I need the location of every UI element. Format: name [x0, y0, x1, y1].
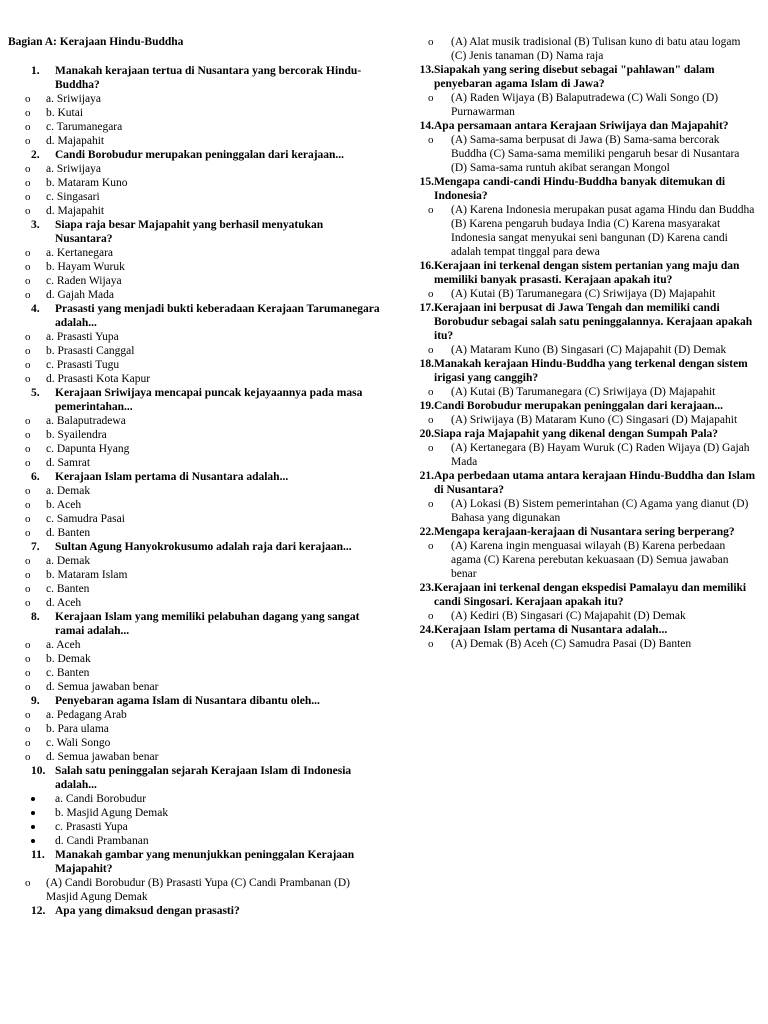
question-12 — [0, 904, 380, 918]
question-number: 13. — [419, 64, 434, 76]
answer-list — [0, 792, 380, 848]
question-13 — [404, 63, 756, 91]
circle-bullet-icon: o — [25, 275, 31, 287]
circle-bullet-icon: o — [25, 163, 31, 175]
option: b. Masjid Agung Demak — [0, 806, 380, 820]
circle-bullet-icon: o — [25, 359, 31, 371]
question-number: 1. — [31, 65, 40, 77]
question-number: 4. — [31, 303, 40, 315]
option: o a. Sriwijaya — [25, 163, 101, 175]
question-20 — [404, 427, 756, 441]
question-text: Candi Borobudur merupakan peninggalan dari kerajaan... — [434, 400, 724, 412]
question-1 — [0, 64, 380, 92]
dot-bullet-icon — [31, 839, 35, 843]
option: o b. Para ulama — [25, 723, 109, 735]
option: o b. Mataram Kuno — [25, 177, 128, 189]
question-22 — [404, 525, 756, 539]
question-text: Candi Borobudur merupakan peninggalan dari kerajaan... — [55, 149, 345, 161]
option: o a. Pedagang Arab — [25, 709, 127, 721]
question-6 — [0, 470, 380, 484]
question-text: Manakah kerajaan Hindu-Buddha yang terkenal dengan sistem irigasi yang canggih? — [434, 358, 748, 384]
circle-bullet-icon: o — [25, 709, 31, 721]
circle-bullet-icon: o — [428, 92, 434, 104]
option: o a. Aceh — [25, 639, 81, 651]
option: o d. Majapahit — [25, 135, 105, 147]
circle-bullet-icon: o — [428, 540, 434, 552]
question-text: Apa yang dimaksud dengan prasasti? — [55, 905, 240, 917]
option: o a. Demak — [25, 555, 91, 567]
question-number: 18. — [419, 358, 434, 370]
circle-bullet-icon: o — [428, 344, 434, 356]
question-text: Kerajaan Islam yang memiliki pelabuhan dagang yang sangat ramai adalah... — [55, 611, 360, 637]
circle-bullet-icon: o — [25, 261, 31, 273]
question-text: Manakah kerajaan tertua di Nusantara yang bercorak Hindu-Buddha? — [55, 65, 362, 91]
question-number: 5. — [31, 387, 40, 399]
option: o c. Wali Songo — [25, 737, 111, 749]
question-number: 8. — [31, 611, 40, 623]
option: o (A) Kertanegara (B) Hayam Wuruk (C) Raden Wijaya (D) Gajah Mada — [428, 442, 750, 468]
question-text: Mengapa kerajaan-kerajaan di Nusantara sering berperang? — [434, 526, 735, 538]
question-number: 16. — [419, 260, 434, 272]
question-text: Apa persamaan antara Kerajaan Sriwijaya dan Majapahit? — [434, 120, 729, 132]
question-number: 7. — [31, 541, 40, 553]
circle-bullet-icon: o — [25, 373, 31, 385]
dot-bullet-icon — [31, 825, 35, 829]
circle-bullet-icon: o — [428, 36, 434, 48]
option: o a. Balaputradewa — [25, 415, 126, 427]
question-7 — [0, 540, 380, 554]
question-number: 3. — [31, 219, 40, 231]
dot-bullet-icon — [31, 797, 35, 801]
question-text: Sultan Agung Hanyokrokusumo adalah raja dari kerajaan... — [55, 541, 352, 553]
question-number: 9. — [31, 695, 40, 707]
option: o (A) Mataram Kuno (B) Singasari (C) Majapahit (D) Demak — [428, 344, 727, 356]
circle-bullet-icon: o — [428, 204, 434, 216]
question-text: Prasasti yang menjadi bukti keberadaan Kerajaan Tarumanegara adalah... — [55, 303, 380, 329]
circle-bullet-icon: o — [25, 723, 31, 735]
option: o b. Kutai — [25, 107, 84, 119]
option: o a. Prasasti Yupa — [25, 331, 119, 343]
question-number: 6. — [31, 471, 40, 483]
question-text: Mengapa candi-candi Hindu-Buddha banyak ditemukan di Indonesia? — [434, 176, 726, 202]
option: o b. Demak — [25, 653, 91, 665]
circle-bullet-icon: o — [25, 205, 31, 217]
circle-bullet-icon: o — [25, 499, 31, 511]
question-text: Siapakah yang sering disebut sebagai "pahlawan" dalam penyebaran agama Islam di Jawa? — [434, 64, 715, 90]
question-text: Siapa raja besar Majapahit yang berhasil menyatukan Nusantara? — [55, 219, 324, 245]
circle-bullet-icon: o — [25, 289, 31, 301]
question-15 — [404, 175, 756, 203]
circle-bullet-icon: o — [25, 135, 31, 147]
question-14 — [404, 119, 756, 133]
question-23 — [404, 581, 756, 609]
question-number: 24. — [419, 624, 434, 636]
option: o c. Raden Wijaya — [25, 275, 122, 287]
question-text: Kerajaan Islam pertama di Nusantara adalah... — [434, 624, 668, 636]
circle-bullet-icon: o — [25, 583, 31, 595]
option: o (A) Kediri (B) Singasari (C) Majapahit (D) Demak — [428, 610, 686, 622]
circle-bullet-icon: o — [25, 191, 31, 203]
option: o (A) Raden Wijaya (B) Balaputradewa (C) Wali Songo (D) Purnawarman — [428, 92, 719, 118]
option: o a. Kertanegara — [25, 247, 114, 259]
question-text: Manakah gambar yang menunjukkan peninggalan Kerajaan Majapahit? — [55, 849, 355, 875]
option: o c. Banten — [25, 583, 90, 595]
question-text: Siapa raja Majapahit yang dikenal dengan Sumpah Pala? — [434, 428, 719, 440]
question-11 — [0, 848, 380, 876]
circle-bullet-icon: o — [25, 429, 31, 441]
section-title: Bagian A: Kerajaan Hindu-Buddha — [8, 36, 184, 48]
question-text: Kerajaan ini terkenal dengan sistem pertanian yang maju dan memiliki banyak prasasti. Kerajaan apakah itu? — [434, 260, 740, 286]
circle-bullet-icon: o — [428, 414, 434, 426]
question-text: Kerajaan ini berpusat di Jawa Tengah dan memiliki candi Borobudur sebagai salah satu peninggalannya. Kerajaan apakah itu? — [434, 302, 753, 342]
circle-bullet-icon: o — [428, 442, 434, 454]
circle-bullet-icon: o — [25, 527, 31, 539]
option: o (A) Karena ingin menguasai wilayah (B) Karena perbedaan agama (C) Karena perebutan kekuasaan (D) Semua jawaban benar — [428, 540, 729, 580]
question-number: 11. — [31, 849, 45, 861]
question-8 — [0, 610, 380, 638]
option: o b. Aceh — [25, 499, 82, 511]
dot-bullet-icon — [31, 811, 35, 815]
question-5 — [0, 386, 380, 414]
circle-bullet-icon: o — [25, 331, 31, 343]
option: o (A) Alat musik tradisional (B) Tulisan kuno di batu atau logam (C) Jenis tanaman (D) Nama raja — [428, 36, 741, 62]
option: o c. Tarumanegara — [25, 121, 123, 133]
circle-bullet-icon: o — [25, 457, 31, 469]
question-number: 17. — [419, 302, 434, 314]
circle-bullet-icon: o — [428, 288, 434, 300]
question-17 — [404, 301, 756, 343]
question-text: Kerajaan Sriwijaya mencapai puncak kejayaannya pada masa pemerintahan... — [55, 387, 363, 413]
option: o d. Semua jawaban benar — [25, 751, 159, 763]
circle-bullet-icon: o — [25, 653, 31, 665]
circle-bullet-icon: o — [25, 681, 31, 693]
option: o (A) Candi Borobudur (B) Prasasti Yupa (C) Candi Prambanan (D) Masjid Agung Demak — [25, 877, 350, 903]
option: o c. Samudra Pasai — [25, 513, 125, 525]
question-number: 12. — [31, 905, 46, 917]
circle-bullet-icon: o — [428, 638, 434, 650]
option: c. Prasasti Yupa — [0, 820, 380, 834]
circle-bullet-icon: o — [25, 569, 31, 581]
option: o a. Sriwijaya — [25, 93, 101, 105]
circle-bullet-icon: o — [25, 555, 31, 567]
circle-bullet-icon: o — [25, 639, 31, 651]
circle-bullet-icon: o — [25, 121, 31, 133]
option: o c. Singasari — [25, 191, 100, 203]
circle-bullet-icon: o — [25, 247, 31, 259]
circle-bullet-icon: o — [428, 498, 434, 510]
circle-bullet-icon: o — [25, 751, 31, 763]
question-text: Apa perbedaan utama antara kerajaan Hindu-Buddha dan Islam di Nusantara? — [434, 470, 756, 496]
circle-bullet-icon: o — [428, 134, 434, 146]
question-2 — [0, 148, 380, 162]
question-number: 15. — [419, 176, 434, 188]
question-text: Penyebaran agama Islam di Nusantara dibantu oleh... — [55, 695, 320, 707]
option: o b. Mataram Islam — [25, 569, 128, 581]
circle-bullet-icon: o — [25, 667, 31, 679]
option: o (A) Sama-sama berpusat di Jawa (B) Sama-sama bercorak Buddha (C) Sama-sama memiliki pengaruh besar di Nusantara (D) Sama-sama runtuh akibat serangan Mongol — [428, 134, 740, 174]
circle-bullet-icon: o — [25, 177, 31, 189]
option: o d. Semua jawaban benar — [25, 681, 159, 693]
circle-bullet-icon: o — [25, 877, 31, 889]
option: o a. Demak — [25, 485, 91, 497]
question-text: Kerajaan ini terkenal dengan ekspedisi Pamalayu dan memiliki candi Singosari. Kerajaan apakah itu? — [434, 582, 747, 608]
circle-bullet-icon: o — [25, 737, 31, 749]
circle-bullet-icon: o — [25, 597, 31, 609]
option: o (A) Lokasi (B) Sistem pemerintahan (C) Agama yang dianut (D) Bahasa yang digunakan — [428, 498, 749, 524]
option: o d. Majapahit — [25, 205, 105, 217]
question-text: Salah satu peninggalan sejarah Kerajaan Islam di Indonesia adalah... — [55, 765, 352, 791]
circle-bullet-icon: o — [25, 513, 31, 525]
option: o (A) Kutai (B) Tarumanegara (C) Sriwijaya (D) Majapahit — [428, 288, 716, 300]
question-number: 23. — [419, 582, 434, 594]
question-number: 10. — [31, 765, 46, 777]
circle-bullet-icon: o — [25, 107, 31, 119]
option: o d. Gajah Mada — [25, 289, 115, 301]
option: o (A) Karena Indonesia merupakan pusat agama Hindu dan Buddha (B) Karena pengaruh budaya India (C) Karena masyarakat Indonesia sangat menyukai seni bangunan (D) Karena candi adalah tempat tinggal para dewa — [428, 204, 755, 258]
circle-bullet-icon: o — [25, 415, 31, 427]
option: o b. Syailendra — [25, 429, 107, 441]
left-column — [0, 0, 380, 918]
option: o c. Banten — [25, 667, 90, 679]
question-10 — [0, 764, 380, 792]
question-number: 2. — [31, 149, 40, 161]
question-number: 20. — [419, 428, 434, 440]
circle-bullet-icon: o — [428, 386, 434, 398]
question-4 — [0, 302, 380, 330]
question-9 — [0, 694, 380, 708]
option: o (A) Sriwijaya (B) Mataram Kuno (C) Singasari (D) Majapahit — [428, 414, 738, 426]
circle-bullet-icon: o — [25, 485, 31, 497]
circle-bullet-icon: o — [25, 93, 31, 105]
option: a. Candi Borobudur — [0, 792, 380, 806]
question-number: 21. — [419, 470, 434, 482]
option: d. Candi Prambanan — [0, 834, 380, 848]
circle-bullet-icon: o — [25, 345, 31, 357]
question-19 — [404, 399, 756, 413]
option: o c. Dapunta Hyang — [25, 443, 130, 455]
question-21 — [404, 469, 756, 497]
circle-bullet-icon: o — [428, 610, 434, 622]
option: o b. Prasasti Canggal — [25, 345, 135, 357]
question-18 — [404, 357, 756, 385]
right-column — [404, 0, 756, 651]
question-number: 14. — [419, 120, 434, 132]
question-16 — [404, 259, 756, 287]
question-24 — [404, 623, 756, 637]
option: o d. Banten — [25, 527, 91, 539]
option: o d. Aceh — [25, 597, 82, 609]
question-number: 19. — [419, 400, 434, 412]
option: o d. Samrat — [25, 457, 91, 469]
question-3 — [0, 218, 380, 246]
option: o c. Prasasti Tugu — [25, 359, 120, 371]
option: o d. Prasasti Kota Kapur — [25, 373, 151, 385]
option: o b. Hayam Wuruk — [25, 261, 125, 273]
question-text: Kerajaan Islam pertama di Nusantara adalah... — [55, 471, 289, 483]
option: o (A) Demak (B) Aceh (C) Samudra Pasai (D) Banten — [428, 638, 692, 650]
circle-bullet-icon: o — [25, 443, 31, 455]
option: o (A) Kutai (B) Tarumanegara (C) Sriwijaya (D) Majapahit — [428, 386, 716, 398]
question-number: 22. — [419, 526, 434, 538]
